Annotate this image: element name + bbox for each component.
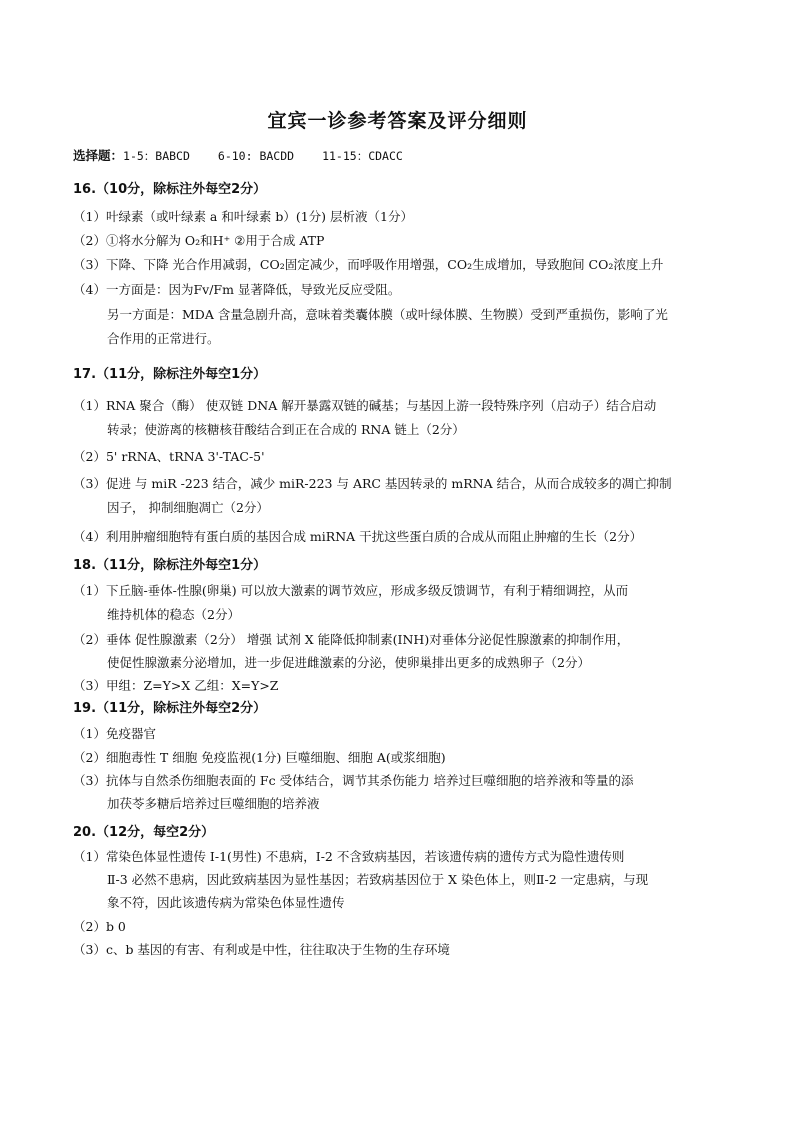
q20-header: 20.（12分，每空2分） [73, 825, 215, 840]
q16-line-3: （3）下降、下降 光合作用减弱，CO₂固定减少，而呼吸作用增强，CO₂生成增加，导致胞间 CO₂浓度上升 [73, 257, 664, 272]
q17-line-5: 因子， 抑制细胞凋亡（2分） [107, 500, 269, 515]
q16-line-6: 合作用的正常进行。 [107, 331, 220, 346]
q20-line-4: （2）b 0 [73, 919, 126, 934]
q16-line-1: （1）叶绿素（或叶绿素 a 和叶绿素 b）(1分) 层析液（1分） [73, 209, 413, 224]
q18-line-5: （3）甲组：Z=Y>X 乙组：X=Y>Z [73, 678, 279, 693]
q16-header: 16.（10分，除标注外每空2分） [73, 182, 267, 197]
q20-line-5: （3）c、b 基因的有害、有利或是中性，往往取决于生物的生存环境 [73, 942, 450, 957]
q18-line-1: （1）下丘脑-垂体-性腺(卵巢) 可以放大激素的调节效应，形成多级反馈调节，有利于精细调控，从而 [73, 583, 629, 598]
q19-header: 19.（11分，除标注外每空2分） [73, 701, 267, 716]
q18-line-2: 维持机体的稳态（2分） [107, 607, 240, 622]
q17-line-1: （1）RNA 聚合（酶） 使双链 DNA 解开暴露双链的碱基；与基因上游一段特殊序列（启动子）结合启动 [73, 398, 657, 413]
q19-line-3: （3）抗体与自然杀伤细胞表面的 Fc 受体结合，调节其杀伤能力 培养过巨噬细胞的培养液和等量的添 [73, 773, 634, 788]
q20-line-3: 象不符，因此该遗传病为常染色体显性遗传 [107, 895, 345, 910]
q19-line-2: （2）细胞毒性 T 细胞 免疫监视(1分) 巨噬细胞、细胞 A(或浆细胞) [73, 750, 446, 765]
choice-group-3: 11-15：CDACC [322, 149, 403, 163]
choice-label: 选择题： [73, 148, 124, 163]
q18-header: 18.（11分，除标注外每空1分） [73, 558, 267, 573]
q16-line-5: 另一方面是：MDA 含量急剧升高，意味着类囊体膜（或叶绿体膜、生物膜）受到严重损伤，影响了光 [107, 307, 668, 322]
q20-line-1: （1）常染色体显性遗传 I-1(男性) 不患病，I-2 不含致病基因，若该遗传病的遗传方式为隐性遗传则 [73, 849, 625, 864]
choice-group-2: 6-10: BACDD [217, 149, 295, 163]
q19-line-1: （1）免疫器官 [73, 726, 156, 741]
q17-line-4: （3）促进 与 miR -223 结合，减少 miR-223 与 ARC 基因转录的 mRNA 结合，从而合成较多的凋亡抑制 [73, 476, 672, 491]
q19-line-4: 加茯苓多糖后培养过巨噬细胞的培养液 [107, 796, 320, 811]
q17-header: 17.（11分，除标注外每空1分） [73, 367, 267, 382]
q16-line-2: （2）①将水分解为 O₂和H⁺ ②用于合成 ATP [73, 233, 325, 248]
q20-line-2: Ⅱ-3 必然不患病，因此致病基因为显性基因；若致病基因位于 X 染色体上，则Ⅱ-2 一定患病，与现 [107, 872, 649, 887]
multiple-choice-answers [73, 146, 403, 164]
q17-line-2: 转录；使游离的核糖核苷酸结合到正在合成的 RNA 链上（2分） [107, 422, 465, 437]
page-title: 宜宾一诊参考答案及评分细则 [267, 110, 528, 132]
q17-line-6: （4）利用肿瘤细胞特有蛋白质的基因合成 miRNA 干扰这些蛋白质的合成从而阻止肿瘤的生长（2分） [73, 529, 643, 544]
q18-line-4: 使促性腺激素分泌增加，进一步促进雌激素的分泌，使卵巢排出更多的成熟卵子（2分） [107, 655, 590, 670]
q16-line-4: （4）一方面是：因为Fv/Fm 显著降低，导致光反应受阻。 [73, 282, 401, 297]
q18-line-3: （2）垂体 促性腺激素（2分） 增强 试剂 X 能降低抑制素(INH)对垂体分泌促性腺激素的抑制作用， [73, 632, 630, 647]
choice-group-1: 1-5：BABCD [123, 149, 190, 163]
q17-line-3: （2）5' rRNA、tRNA 3'-TAC-5' [73, 449, 265, 464]
